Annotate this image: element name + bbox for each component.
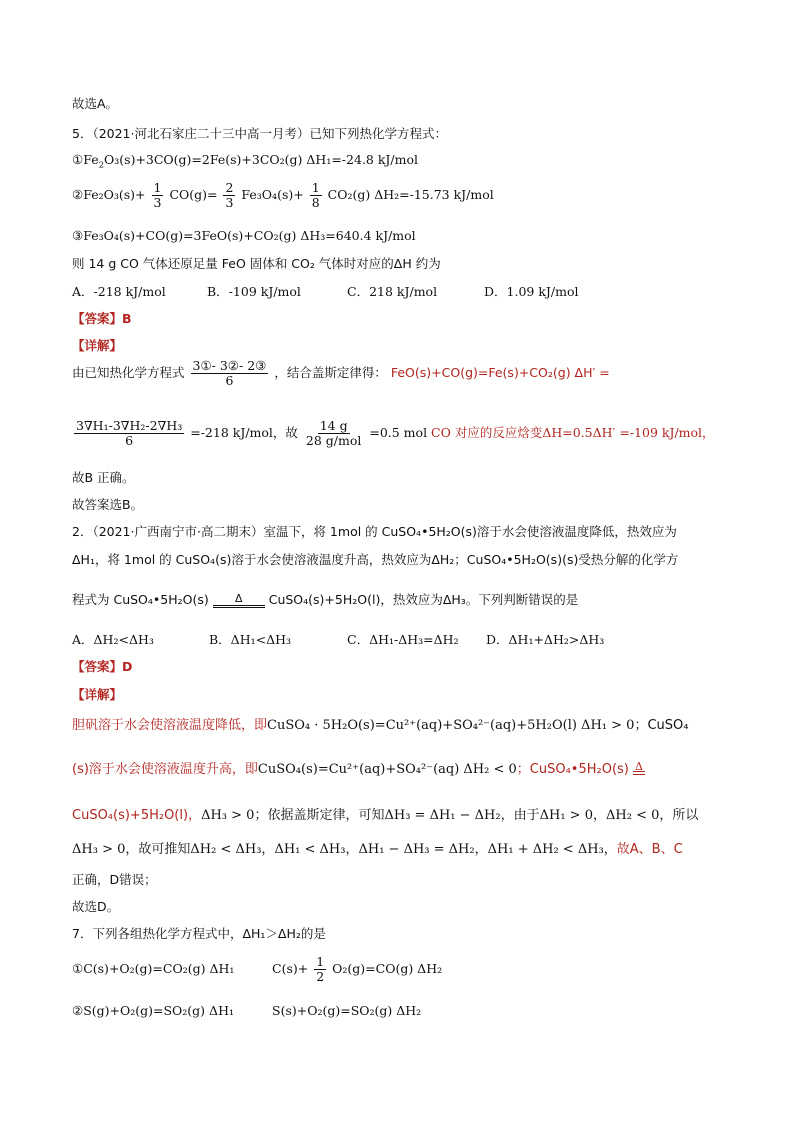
fraction [74, 419, 184, 448]
solution-text: ， [592, 808, 606, 823]
q2-line-3 [72, 592, 578, 608]
solution-red-text: 胆矾溶于水会使溶液温度降低，即 [72, 718, 268, 733]
option-d[interactable]: D．ΔH₁+ΔH₂>ΔH₃ [486, 632, 605, 647]
option-c[interactable]: C．218 kJ/mol [347, 284, 438, 299]
q5-equation-1: $①Fe_2O_3(s)+3CO(g)=2Fe(s)+3CO_2(g)$ ΔH₁=-24.8 kJ/mol [72, 152, 419, 171]
solution-red-text: FeO(s)+CO(g)=Fe(s)+CO₂(g) ΔH′ = [390, 365, 610, 380]
solution-text: ，结合盖斯定律得： [274, 365, 387, 380]
fraction-den: 28 g/mol [305, 433, 362, 448]
equation-part: O₂(g)=CO(g) ΔH₂ [332, 961, 443, 976]
eq1-body: O₃(s)+3CO(g)=2Fe(s)+3CO₂(g) ΔH₁=-24.8 kJ/mol [104, 152, 419, 167]
eq2-part: ②Fe₂O₃(s)+ [72, 187, 146, 202]
option-b[interactable]: B．-109 kJ/mol [207, 284, 301, 299]
q5-equation-2 [72, 180, 494, 210]
solution-text: ， [345, 842, 359, 857]
fraction-num: 3∇H₁-3∇H₂-2∇H₃ [76, 418, 183, 433]
math-expression: CuSO₄ · 5H₂O(s)=Cu²⁺(aq)+SO₄²⁻(aq)+5H₂O(l) ΔH₁ > 0 [267, 718, 635, 733]
q2-text: 程式为 CuSO₄•5H₂O(s) [72, 592, 209, 607]
eq2-part: CO₂(g) ΔH₂=-15.73 kJ/mol [327, 187, 494, 202]
fraction-num: 3①- 3②- 2③ [192, 358, 267, 373]
option-a[interactable]: A．-218 kJ/mol [72, 284, 166, 299]
option-b[interactable]: B．ΔH₁<ΔH₃ [209, 632, 292, 647]
solution-red-text: CO 对应的反应焓变ΔH=0.5ΔH′ =-109 kJ/mol， [431, 425, 715, 440]
q7-row-2 [72, 1003, 421, 1019]
q2-solution-line-4 [72, 842, 683, 858]
solution-text: ，由于 [500, 808, 540, 823]
delta-symbol: Δ [635, 760, 643, 773]
q2-solution-line-1 [72, 718, 688, 734]
solution-text: ，所以 [659, 808, 699, 823]
q5-detail-label: 【详解】 [72, 338, 123, 353]
q2-solution-line-3 [72, 808, 698, 824]
fraction-den: 6 [125, 433, 134, 448]
q2-final: 故选D。 [72, 899, 120, 914]
fraction [310, 181, 322, 210]
math-expression: ΔH₂ < 0 [606, 808, 660, 823]
q5-answer: 【答案】B [72, 311, 132, 326]
question-2-heading: 2．（2021·广西南宁市·高二期末）室温下，将 1mol 的 CuSO₄•5H₂O(s)溶于水会使溶液温度降低，热效应为 [72, 524, 677, 539]
question-5-heading: 5．（2021·河北石家庄二十三中高一月考）已知下列热化学方程式： [72, 126, 447, 141]
math-expression: CuSO₄(s)=Cu²⁺(aq)+SO₄²⁻(aq) ΔH₂ < 0 [257, 762, 517, 777]
solution-red-text: ；CuSO₄•5H₂O(s) [516, 762, 629, 777]
fraction-den: 3 [153, 195, 162, 210]
solution-text: ，故可推知 [125, 842, 191, 857]
option-c[interactable]: C．ΔH₁-ΔH₃=ΔH₂ [347, 632, 459, 647]
solution-text: =0.5 mol [369, 425, 428, 440]
q2-solution-line-2 [72, 762, 645, 778]
fraction-num: 14 g [319, 418, 348, 433]
eq2-part: CO(g)= [169, 187, 218, 202]
q2-solution-line-5: 正确，D错误； [72, 872, 157, 887]
equation: ②S(g)+O₂(g)=SO₂(g) ΔH₁ [72, 1003, 234, 1018]
eq1-prefix: ①Fe [72, 152, 99, 167]
q2-detail-label: 【详解】 [72, 687, 123, 702]
equation: S(s)+O₂(g)=SO₂(g) ΔH₂ [272, 1003, 422, 1018]
q5-solution-line-3: 故B 正确。 [72, 470, 135, 485]
fraction-den: 3 [225, 195, 234, 210]
text-line: 故选A。 [72, 96, 119, 111]
solution-text: ， [603, 842, 617, 857]
fraction [191, 359, 269, 388]
solution-red-text: (s)溶于水会使溶液温度升高，即 [72, 762, 258, 777]
math-expression: ΔH₁ − ΔH₃ = ΔH₂ [358, 842, 475, 857]
q2-options [72, 632, 604, 648]
solution-text: 由已知热化学方程式 [72, 365, 185, 380]
equation: ①C(s)+O₂(g)=CO₂(g) ΔH₁ [72, 961, 235, 976]
solution-text: =-218 kJ/mol，故 [190, 425, 298, 440]
question-7-heading: 7．下列各组热化学方程式中，ΔH₁＞ΔH₂的是 [72, 926, 326, 941]
solution-red-text: CuSO₄(s)+5H₂O(l)， [72, 808, 202, 823]
fraction [223, 181, 235, 210]
q5-solution-line-2 [72, 418, 715, 448]
q2-line-2: ΔH₁，将 1mol 的 CuSO₄(s)溶于水会使溶液温度升高，热效应为ΔH₂；CuSO₄•5H₂O(s)(s)受热分解的化学方 [72, 552, 679, 567]
fraction-num: 1 [153, 180, 162, 195]
fraction [304, 419, 363, 448]
delta-symbol: Δ [234, 592, 243, 605]
fraction-num: 1 [311, 180, 320, 195]
solution-text: ；CuSO₄ [634, 718, 689, 733]
math-expression: ΔH₂ < ΔH₃ [190, 842, 262, 857]
solution-text: ；依据盖斯定律，可知 [254, 808, 385, 823]
math-expression: ΔH₁ > 0 [539, 808, 593, 823]
q5-solution-line-1 [72, 358, 610, 388]
q7-row-1 [72, 954, 442, 984]
solution-text: ， [474, 842, 488, 857]
q2-text: CuSO₄(s)+5H₂O(l)，热效应为ΔH₃。下列判断错误的是 [268, 592, 579, 607]
heat-condition-arrow [633, 762, 645, 775]
fraction-den: 6 [225, 373, 234, 388]
math-expression: ΔH₁ + ΔH₂ < ΔH₃ [487, 842, 604, 857]
fraction [152, 181, 164, 210]
solution-text: ， [261, 842, 275, 857]
fraction [314, 955, 326, 984]
math-expression: ΔH₃ > 0 [201, 808, 255, 823]
fraction-num: 1 [316, 954, 325, 969]
math-expression: ΔH₁ < ΔH₃ [274, 842, 346, 857]
math-expression: ΔH₃ > 0 [72, 842, 126, 857]
math-expression: ΔH₃ = ΔH₁ − ΔH₂ [384, 808, 501, 823]
q2-answer: 【答案】D [72, 659, 133, 674]
fraction-den: 2 [316, 969, 325, 984]
q5-equation-3: ③Fe₃O₄(s)+CO(g)=3FeO(s)+CO₂(g) ΔH₃=640.4 kJ/mol [72, 228, 416, 243]
q5-options [72, 284, 579, 300]
option-a[interactable]: A．ΔH₂<ΔH₃ [72, 632, 154, 647]
fraction-num: 2 [225, 180, 234, 195]
solution-red-text: 故A、B、C [616, 842, 683, 857]
equation-part: C(s)+ [272, 961, 309, 976]
heat-condition-arrow [213, 593, 265, 608]
option-d[interactable]: D．1.09 kJ/mol [484, 284, 579, 299]
eq2-part: Fe₃O₄(s)+ [241, 187, 304, 202]
q5-final: 故答案选B。 [72, 497, 144, 512]
fraction-den: 8 [311, 195, 320, 210]
q5-question: 则 14 g CO 气体还原足量 FeO 固体和 CO₂ 气体时对应的ΔH 约为 [72, 256, 441, 271]
